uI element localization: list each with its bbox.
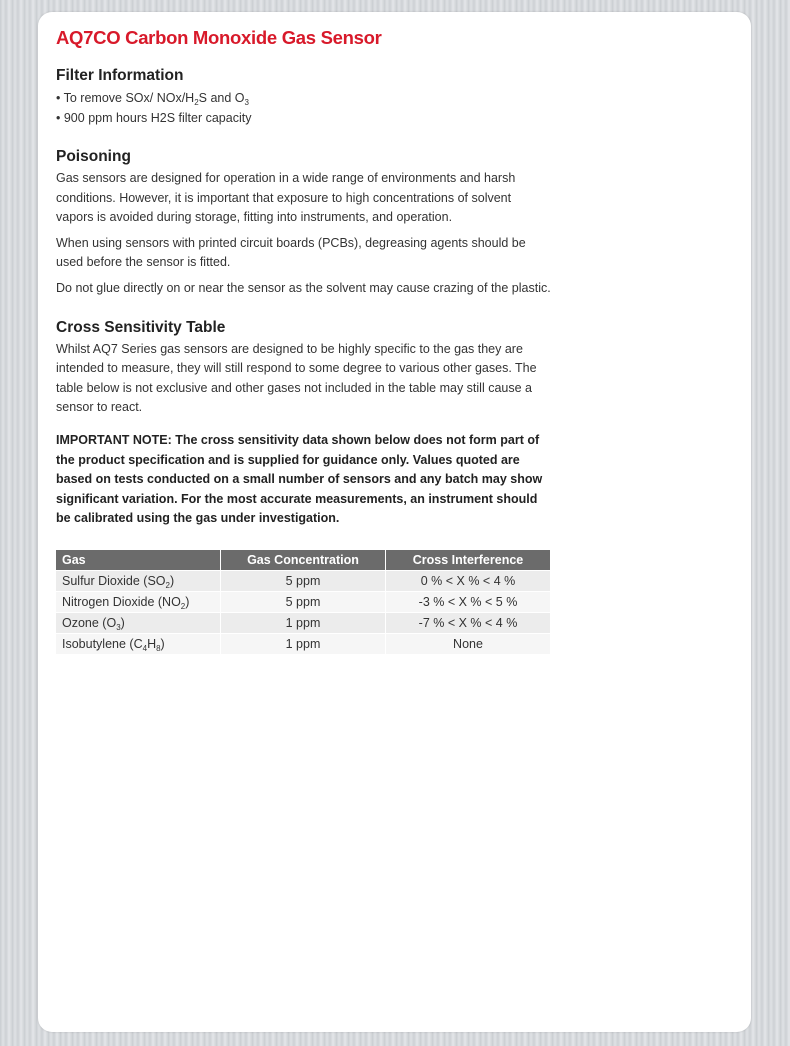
gas-cell: Sulfur Dioxide $(SO_2)$ xyxy=(56,571,220,591)
header-interference: Cross Interference xyxy=(386,550,550,570)
table-row xyxy=(56,571,550,591)
gas-cell: Nitrogen Dioxide $(NO_2)$ xyxy=(56,592,220,612)
cross-sensitivity-intro: Whilst AQ7 Series gas sensors are designed to be highly specific to the gas they are intended to measure, they will still respond to some degree to various other gases. The table below is not exclusive and other gases not included in the table may still cause a sensor to react. xyxy=(56,341,537,415)
important-note: IMPORTANT NOTE: The cross sensitivity data shown below does not form part of the product specification and is supplied for guidance only. Values quoted are based on tests conducted on a small number of sensors and any batch may show significant variation. For the most accurate measurements, an instrument should be calibrated using the gas under investigation. xyxy=(56,432,543,526)
interference-cell: -7 % < X % < 4 % xyxy=(386,613,550,633)
table-row xyxy=(56,613,550,633)
header-gas: Gas xyxy=(56,550,220,570)
document-content xyxy=(56,26,552,655)
cross-sensitivity-table xyxy=(55,549,551,655)
concentration-cell: 5 ppm xyxy=(221,571,385,591)
concentration-cell: 1 ppm xyxy=(221,634,385,654)
document-title: AQ7CO Carbon Monoxide Gas Sensor xyxy=(56,27,382,48)
poisoning-heading: Poisoning xyxy=(56,148,131,165)
interference-cell: None xyxy=(386,634,550,654)
table-header-row xyxy=(56,550,550,570)
gas-cell: Ozone $(O_3)$ xyxy=(56,613,220,633)
table-row xyxy=(56,634,550,654)
table-row xyxy=(56,592,550,612)
gas-cell: Isobutylene $(C_4H_8)$ xyxy=(56,634,220,654)
poisoning-paragraph: Gas sensors are designed for operation in a wide range of environments and harsh conditions. However, it is important that exposure to high concentrations of solvent vapors is avoided during storage, fitting into instruments, and operation. xyxy=(56,171,516,225)
filter-bullet-capacity: • 900 ppm hours H2S filter capacity xyxy=(56,109,552,129)
poisoning-paragraph: When using sensors with printed circuit boards (PCBs), degreasing agents should be used before the sensor is fitted. xyxy=(56,235,526,270)
header-concentration: Gas Concentration xyxy=(221,550,385,570)
filter-info-heading: Filter Information xyxy=(56,67,184,84)
filter-info-list xyxy=(56,89,552,128)
concentration-cell: 5 ppm xyxy=(221,592,385,612)
poisoning-paragraph: Do not glue directly on or near the sensor as the solvent may cause crazing of the plastic. xyxy=(56,280,551,295)
filter-bullet-remove: • To remove SOx/ NOx/$H_2S$ and $O_3$ xyxy=(56,89,552,109)
cross-sensitivity-heading: Cross Sensitivity Table xyxy=(56,318,226,336)
document-page xyxy=(38,12,751,1032)
concentration-cell: 1 ppm xyxy=(221,613,385,633)
interference-cell: 0 % < X % < 4 % xyxy=(386,571,550,591)
interference-cell: -3 % < X % < 5 % xyxy=(386,592,550,612)
